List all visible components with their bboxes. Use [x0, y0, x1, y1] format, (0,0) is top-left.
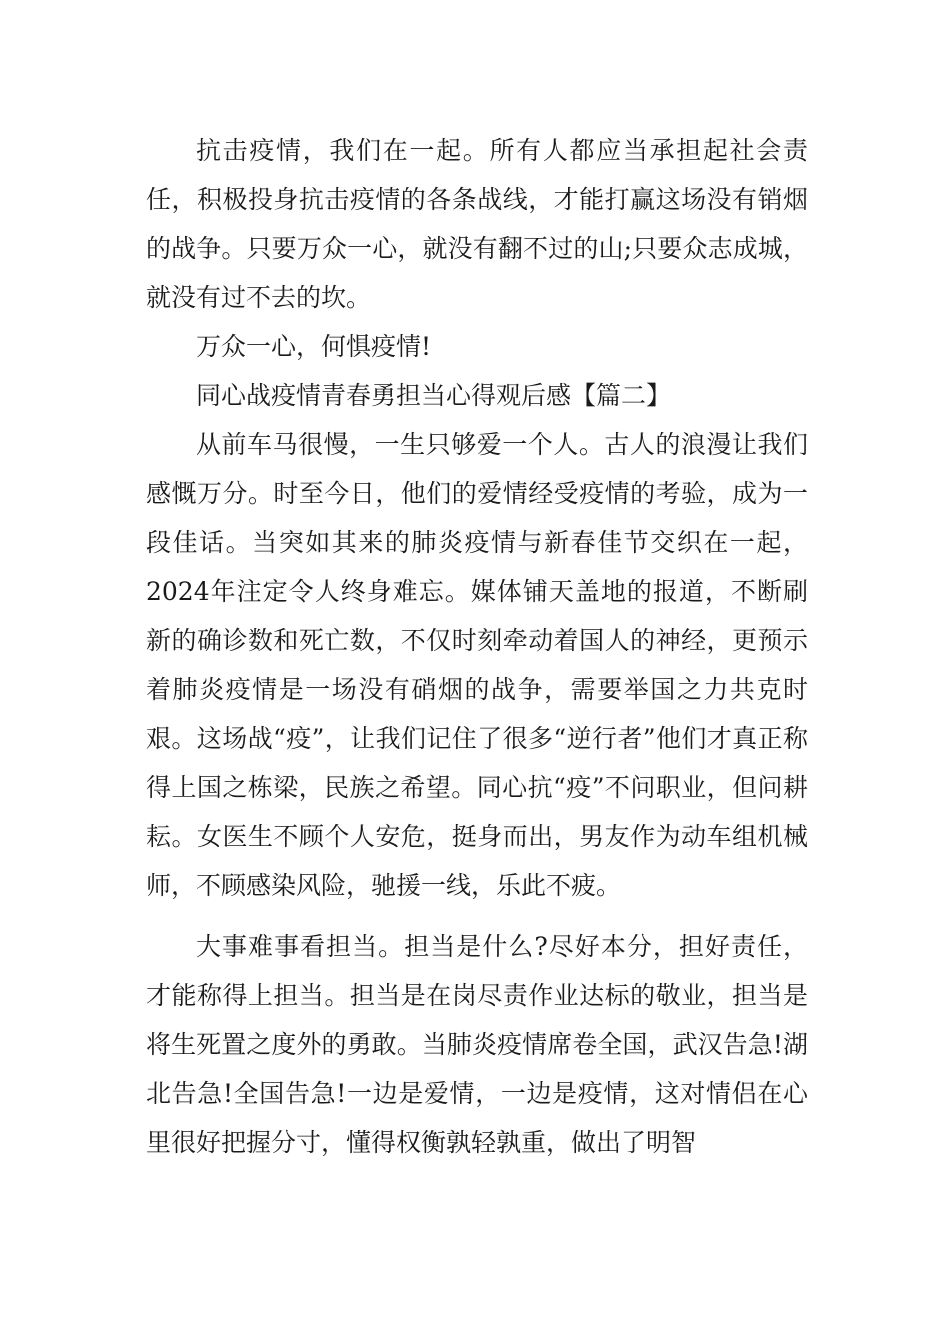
section-heading-part-two: 同心战疫情青春勇担当心得观后感【篇二】 — [196, 381, 672, 410]
paragraph-fight-epidemic: 抗击疫情，我们在一起。所有人都应当承担起社会责任，积极投身抗击疫情的各条战线，才能打赢这场没有销烟的战争。只要万众一心，就没有翻不过的山;只要众志成城，就没有过不去的坎。 — [146, 136, 808, 312]
paragraph-love-story: 从前车马很慢，一生只够爱一个人。古人的浪漫让我们感慨万分。时至今日，他们的爱情经受疫情的考验，成为一段佳话。当突如其来的肺炎疫情与新春佳节交织在一起，2024年注定令人终身难忘。媒体铺天盖地的报道，不断刷新的确诊数和死亡数，不仅时刻牵动着国人的神经，更预示着肺炎疫情是一场没有硝烟的战争，需要举国之力共克时艰。这场战“疫”，让我们记住了很多“逆行者”他们才真正称得上国之栋梁，民族之希望。同心抗“疫”不问职业，但问耕耘。女医生不顾个人安危，挺身而出，男友作为动车组机械师，不顾感染风险，驰援一线，乐此不疲。 — [146, 430, 808, 900]
paragraph-responsibility: 大事难事看担当。担当是什么?尽好本分，担好责任，才能称得上担当。担当是在岗尽责作业达标的敬业，担当是将生死置之度外的勇敢。当肺炎疫情席卷全国，武汉告急!湖北告急!全国告急!一边是爱情，一边是疫情，这对情侣在心里很好把握分寸，懂得权衡孰轻孰重，做出了明智 — [146, 932, 808, 1157]
document-body — [146, 126, 808, 1167]
paragraph-united-slogan: 万众一心，何惧疫情! — [196, 332, 432, 361]
